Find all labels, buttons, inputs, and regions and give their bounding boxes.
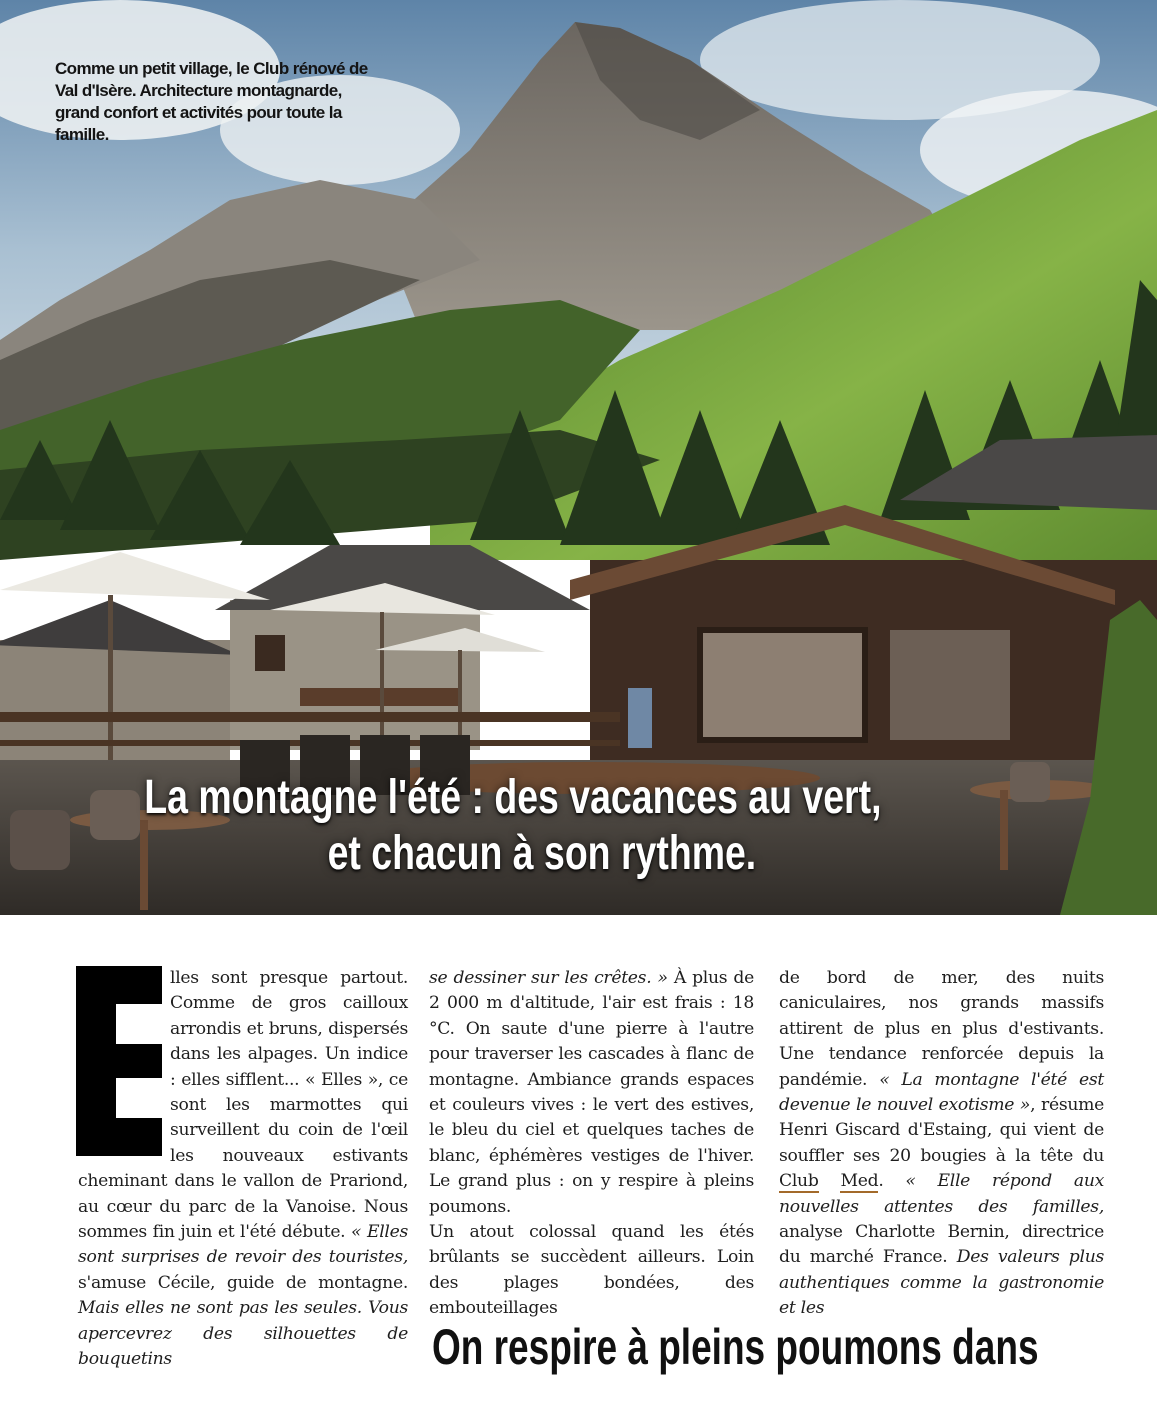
main-building-wall [590, 560, 1157, 780]
col1-quote-2: Mais elles ne sont pas les seules. Vous apercevrez des silhouettes de bouquetins [78, 1298, 408, 1370]
headline-line-1: La montagne l'été : des vacances au vert, [144, 771, 882, 824]
col1-text-1: lles sont presque partout. Comme de gros cailloux arrondis et bruns, dispersés dans les alpages. Un indice : elles sifflent... « Elles », ce sont les marmottes qui surveillent du coin de l'œil les nouveaux estivants cheminant dans le vallon de Prariond, au cœur du parc de la Vanoise. Nous sommes fin juin et l'été débute. [78, 968, 408, 1243]
photo-caption: Comme un petit village, le Club rénové de Val d'Isère. Architecture montagnarde, grand confort et activités pour toute la famille. [55, 59, 368, 144]
col2-text-1: À plus de 2 000 m d'altitude, l'air est frais : 18 °C. On saute d'une pierre à l'autre pour traverser les cascades à flanc de montagne. Ambiance grands espaces et couleurs vives : le vert des estives, le bleu du ciel et quelques taches de blanc, éphémères vestiges de l'hiver. Le grand plus : on y respire à pleins poumons. [429, 968, 754, 1217]
drop-cap-e-glyph [76, 966, 162, 1156]
chalet-window [255, 635, 285, 671]
col3-quote-1: « La montagne l'été est devenue le nouvel exotisme » [779, 1069, 1104, 1116]
column-2-paragraph-2: Un atout colossal quand les étés brûlants se succèdent ailleurs. Loin des plages bondées, des embouteillages [429, 1222, 754, 1319]
shop-window [700, 630, 865, 740]
col3-text-2c: . [878, 1171, 906, 1192]
col3-quote-3: Des valeurs plus authentiques comme la gastronomie et les [779, 1247, 1104, 1319]
col3-text-2: , résume Henri Giscard d'Estaing, qui vient de souffler ses 20 bougies à la tête du [779, 1095, 1104, 1166]
col1-quote-1: « Elles sont surprises de revoir des touristes, [78, 1222, 408, 1268]
col3-text-2b [819, 1171, 841, 1191]
col3-text-3: analyse Charlotte Bernin, directrice du marché France. [779, 1222, 1104, 1268]
article-column-3 [779, 966, 1104, 1322]
col3-underlined-club: Club [779, 1171, 819, 1192]
headline-line-2: et chacun à son rythme. [327, 827, 757, 880]
article-column-2 [429, 966, 754, 1322]
col3-text-1: de bord de mer, des nuits caniculaires, nos grands massifs attirent de plus en plus d'estivants. Une tendance renforcée depuis la pandémie. [779, 968, 1104, 1090]
col2-quote-1: se dessiner sur les crêtes. » [429, 968, 668, 988]
col3-quote-2: « Elle répond aux nouvelles attentes des familles, [779, 1171, 1104, 1217]
column-2-paragraph-1 [429, 966, 754, 1220]
person [628, 688, 652, 748]
chalet-mid-wall [230, 600, 480, 750]
article-column-1 [78, 966, 408, 1373]
chalet-left-roof [0, 600, 240, 655]
drop-cap-e [76, 966, 162, 1156]
col3-underlined-med: Med [840, 1171, 879, 1192]
col1-text-2: s'amuse Cécile, guide de montagne. [78, 1272, 408, 1293]
pull-quote: On respire à pleins poumons dans [432, 1319, 1039, 1375]
terrace-fence [0, 712, 620, 722]
headline [0, 770, 902, 882]
column-3-paragraph [779, 966, 1104, 1322]
shop-window-2 [890, 630, 1010, 740]
